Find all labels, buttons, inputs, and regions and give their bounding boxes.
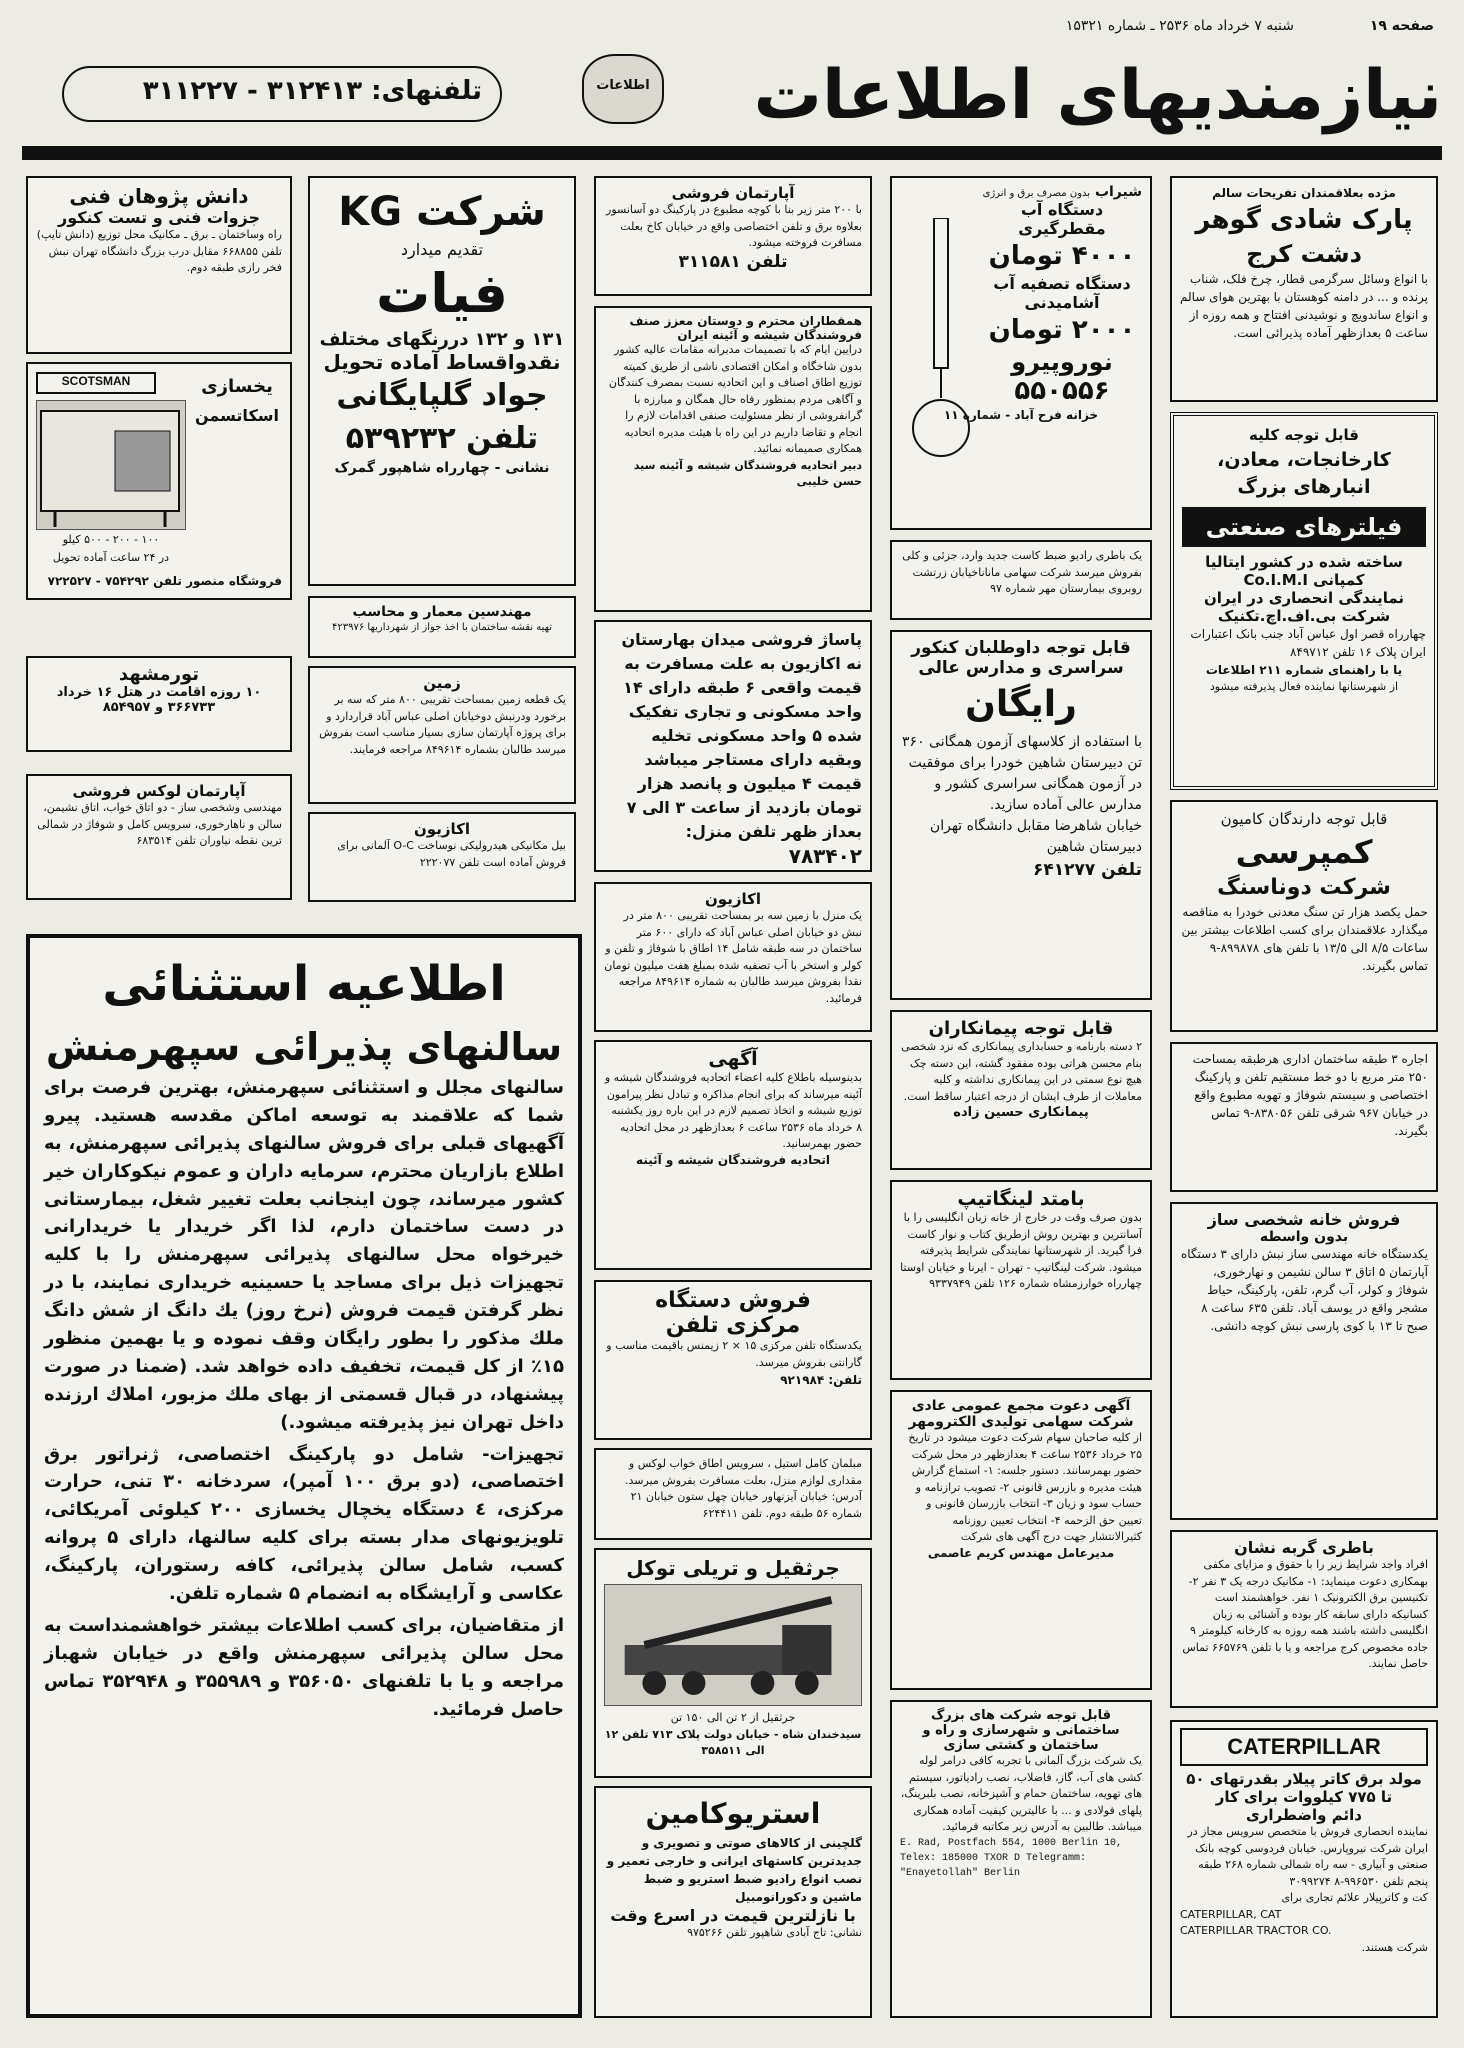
- caterpillar-line2: تا ۷۷۵ کیلووات برای کار: [1215, 1788, 1393, 1806]
- engineers-title: مهندسین معمار و محاسب: [352, 604, 532, 620]
- ad-apt: [594, 176, 872, 296]
- ad-park-body: با انواع وسائل سرگرمی قطار، چرخ فلک، شناب پرنده و ... در دامنه کوهستان با بهترین هوای سالم و انواع ساندویچ و نوشیدنی افتتاح و همه روزه از ساعت ۵ بعدازظهر آماده پذیرائی است.: [1180, 272, 1428, 340]
- issue-date: شنبه ۷ خرداد ماه ۲۵۳۶ ـ شماره ۱۵۳۲۱: [1065, 18, 1294, 34]
- caterpillar-brand: CATERPILLAR: [1180, 1728, 1428, 1766]
- ad-compressor-body: حمل یکصد هزار تن سنگ معدنی خودرا به مناقصه میگذارد علاقمندان برای کسب اطلاعات بیشتر بین ساعات ۸/۵ الی ۱۳/۵ با تلفن های ۸۹۹۸۷۸-۹ تماس بگیرند.: [1181, 904, 1428, 973]
- ad-stereo: [594, 1786, 872, 2018]
- stereo-line2: با نازلترین قیمت در اسرع وقت: [610, 1906, 856, 1925]
- agahi-sign: اتحادیه فروشندگان شیشه و آئینه: [636, 1152, 830, 1167]
- crane-address: سیدخندان شاه - خیابان دولت پلاک ۷۱۳ تلفن ۱۲ الی ۳۵۸۵۱۱: [604, 1727, 862, 1757]
- ad-phone-sys: [594, 1280, 872, 1440]
- fridge-line2: در ۲۴ ساعت آماده تحویل: [52, 551, 170, 564]
- fridge-title2: اسکاتسمن: [195, 406, 279, 425]
- kg-address: نشانی - چهارراه شاهپور گمرک: [334, 460, 550, 476]
- konkur-body: با استفاده از کلاسهای آزمون همگانی ۳۶۰ تن دبیرستان شاهین خودرا برای موفقیت در آزمون همگانی سراسری کشور و مدارس عالی آماده سازید.: [902, 734, 1142, 813]
- ad-okazion2: [308, 812, 576, 902]
- ad-filters-footer: یا با راهنمای شماره ۲۱۱ اطلاعات: [1205, 662, 1403, 677]
- assembly-title: آگهی دعوت مجمع عمومی عادی: [911, 1398, 1131, 1414]
- fridge-line1: ۱۰۰ - ۲۰۰ - ۵۰۰ کیلو: [62, 533, 160, 546]
- ad-lingatype: [890, 1180, 1152, 1380]
- ad-filters-line3: ساخته شده در کشور ایتالیا: [1205, 552, 1403, 571]
- water-tag: بدون مصرف برق و انرژی: [982, 188, 1091, 199]
- ad-compressor-title: کمپرسی: [1235, 832, 1373, 871]
- ad-compressor-line1: قابل توجه دارندگان کامیون: [1220, 810, 1388, 828]
- ad-radio: [890, 540, 1152, 620]
- ad-passage: [594, 620, 872, 872]
- assembly-subtitle: شرکت سهامی تولیدی الکترومهر: [908, 1414, 1134, 1430]
- fridge-footer: فروشگاه منصور تلفن ۷۵۴۲۹۲ - ۷۲۲۵۲۷: [47, 574, 282, 588]
- ad-park: [1170, 176, 1438, 402]
- agahi-body: بدینوسیله باطلاع کلیه اعضاء اتحادیه فروشندگان شیشه و آئینه میرساند که برای انجام مذاکره و تبادل نظر پیرامون توزیع شیشه و اتخاذ تصمیم لازم در این باره روز یکشنبه ۸ خرداد ماه ۲۵۳۶ ساعت ۶ بعدازظهر در محل اتحادیه حضور بهمرسانید.: [604, 1071, 862, 1150]
- contractors-body: ۲ دسته بارنامه و حسابداری پیمانکاری که نزد شخصی بنام محسن هراتی بوده مفقود گشته، این دسته چک هیچ نوع سمتی در این پیمانکاری نداشته و کلیه معاملات از طرف ایشان از درجه اعتبار ساقط است.: [901, 1040, 1142, 1103]
- konkur-title: رایگان: [965, 684, 1077, 725]
- water-brand: شیراب: [1094, 184, 1142, 200]
- ad-filters-line5: شرکت بی.اف.اچ.تکنیک: [1217, 606, 1391, 625]
- research-title: دانش پژوهان فنی: [69, 184, 249, 208]
- kg-name: جواد گلپایگانی: [336, 378, 548, 413]
- kg-phone: تلفن ۵۳۹۲۳۲: [345, 421, 539, 456]
- ad-filters-line1: قابل توجه کلیه: [1249, 426, 1359, 444]
- kg-line2: ۱۳۱ و ۱۳۲ دررنگهای مختلف: [319, 329, 565, 350]
- ad-house-body: یکدستگاه خانه مهندسی ساز نبش دارای ۳ دستگاه آپارتمان ۵ اتاق ۳ سالن نشیمن و نهارخوری، شوفاژ و کولر، آب گرم، تلفن، پارکینگ، حیاط مشجر واقع در یوسف آباد. تلفن ۶۳۵ ساعت ۸ صبح تا ۱۳ با کوی پارسی نبش کوچه دانشی.: [1180, 1247, 1428, 1333]
- engineers-body: تهیه نقشه ساختمان با اخذ جواز از شهرداریها ۴۲۳۹۷۶: [332, 622, 552, 633]
- caterpillar-body: نماینده انحصاری فروش با متخصص سرویس مجاز در ایران شرکت نیروپارس. خیابان فردوسی کوچه بانک صنعتی و آبیاری - سه راه شمالی شماره ۲۶۸ طبقه پنجم تلفن ۹۹۶۵۳۰-۸ ۳۰۹۹۲۷۴: [1187, 1825, 1428, 1888]
- special-subtitle: سالنهای پذیرائی سپهرمنش: [45, 1025, 563, 1069]
- ad-engineers: [308, 596, 576, 658]
- research-body: راه وساختمان ـ برق ـ مکانیک محل توزیع (دانش تایپ) تلفن ۶۶۸۸۵۵ مقابل درب بزرگ دانشگاه تهران نبش فخر رازی طبقه دوم.: [36, 228, 282, 274]
- ad-filters-title: فیلترهای صنعتی: [1182, 507, 1426, 547]
- ad-land: [308, 666, 576, 804]
- caterpillar-en2: CATERPILLAR TRACTOR CO.: [1180, 1924, 1332, 1937]
- water-phone: ۵۵۰۵۵۶: [1014, 376, 1110, 406]
- ad-compressor-subtitle: شرکت دوناسنگ: [1217, 874, 1391, 900]
- kg-title: شرکت KG: [338, 189, 546, 235]
- lingatype-title: بامتد لینگاتیپ: [957, 1188, 1085, 1210]
- assembly-body: از کلیه صاحبان سهام شرکت دعوت میشود در تاریخ ۲۵ خرداد ۲۵۳۶ ساعت ۴ بعدازظهر در محل شرکت حضور بهمرسانند. دستور جلسه: ۱- استماع گزارش هیئت مدیره و بازرس قانونی ۲- تصویب ترازنامه و حساب سود و زیان ۳- انتخاب بازرسان قانونی و تعیین حق الزحمه ۴- انتخاب تعیین روزنامه کثیرالانتشار جهت درج آگهی های شرکت: [908, 1431, 1142, 1543]
- caterpillar-en1: CATERPILLAR, CAT: [1180, 1907, 1282, 1921]
- construction-title: قابل توجه شرکت های بزرگ ساختمانی و شهرسازی و راه و ساختمان و کشتی سازی: [922, 1708, 1120, 1753]
- special-body2: تجهیزات- شامل دو پارکینگ اختصاصی، ژنراتور برق اختصاصی، (دو برق ۱۰۰ آمپر)، سردخانه ۳۰ تنی، حرارت مرکزی، ٤ دستگاه یخچال یخسازی ۲۰۰ کیلوئی آمریکائی، تلویزیونهای مدار بسته برای کلیه سالنها، دارای ۵ پروانه کسب، شامل سالن پذیرائی، کافه رستوران، پارکینگ، عکاسی و آرایشگاه به انضمام ۵ شماره تلفن.: [44, 1443, 565, 1605]
- masthead-phones: [62, 66, 502, 122]
- phones-label: تلفنهای:: [371, 76, 482, 106]
- ad-special: [26, 934, 582, 2018]
- ad-filters-body: چهارراه قصر اول عباس آباد جنب بانک اعتبارات ایران پلاک ۱۶ تلفن ۸۴۹۷۱۲: [1190, 626, 1426, 659]
- masthead-underline: [22, 146, 1442, 160]
- ad-filters-line4: نمایندگی انحصاری در ایران: [1203, 588, 1405, 607]
- ad-battery-body: افراد واجد شرایط زیر را با حقوق و مزایای مکفی بهمکاری دعوت مینماید: ۱- مکانیک درجه یک ۳ نفر ۲- تکنیسین برق الکترونیک ۱ نفر. خواهشمند است کسانیکه دارای سابقه کار بوده و آشنائی به زبان انگلیسی داشته باشند همه روزه به کارخانه کیلومتر ۹ جاده مخصوص کرج مراجعه و یا با تلفن ۶۶۵۷۶۹ تماس حاصل نمایند.: [1182, 1558, 1428, 1670]
- phone-sys-phone: تلفن: ۹۲۱۹۸۴: [780, 1373, 862, 1387]
- apt-body: با ۲۰۰ متر زیر بنا با کوچه مطبوع در پارکینگ دو آسانسور بعلاوه برق و تلفن اختصاصی واقع در خیابان کاخ بعلت مسافرت فروخته میشود.: [606, 203, 862, 249]
- apt-title: آپارتمان فروشی: [671, 184, 795, 202]
- ad-filters: [1170, 412, 1438, 790]
- contractors-title: قابل توجه پیمانکاران: [928, 1018, 1114, 1039]
- ad-glass: [594, 306, 872, 612]
- special-title: اطلاعیه استثنائی: [102, 956, 506, 1012]
- ad-contractors: [890, 1010, 1152, 1170]
- ad-agahi: [594, 1040, 872, 1270]
- ad-tour: [26, 656, 292, 752]
- crane-title: جرثقیل و تریلی توکل: [626, 1556, 840, 1580]
- kg-line3: نقدواقساط آماده تحویل: [323, 350, 561, 374]
- contractors-sign: پیمانکاری حسین زاده: [953, 1105, 1089, 1120]
- phone-sys-body: یکدستگاه تلفن مرکزی ۱۵ × ۲ زیمنس باقیمت مناسب و گارانتی بفروش میرسد.: [606, 1339, 862, 1369]
- tour-phone: ۳۶۶۷۳۳ و ۸۵۴۹۵۷: [102, 700, 216, 715]
- ad-filters-company: کمپانی Co.I.M.I: [1243, 570, 1365, 589]
- ad-kg: [308, 176, 576, 586]
- page-number: صفحه ۱۹: [1369, 18, 1434, 34]
- passage-phone: ۷۸۳۴۰۲: [788, 844, 862, 868]
- land-title: زمین: [423, 674, 461, 692]
- okazion-body: یک منزل با زمین سه بر بمساحت تقریبی ۸۰۰ متر در نبش دو خیابان اصلی عباس آباد که دارای ۶۰۰ متر ساختمان در سه طبقه شامل ۱۴ اطاق با شوفاژ و تلفن و کولر و استخر با آب تصفیه شده بمبلغ هفت میلیون تومان نقدا بفروش میرسد طالبان به شماره ۸۴۹۶۱۴ مراجعه فرمائید.: [604, 909, 862, 1005]
- crane-truck-icon: [604, 1584, 862, 1706]
- lingatype-body: بدون صرف وقت در خارج از خانه زبان انگلیسی را با آسانترین و بهترین روش ازطریق کتاب و نوار کاست فرا گیرید. از شهرستانها نمایندگی شرایط پذیرفته میشود. شرکت لینگاتیپ - تهران - ایرنا و خیابان اوستا چهارراه خوارزمشاه شماره ۱۲۶ تلفن ۹۳۳۷۹۴۹: [900, 1211, 1142, 1290]
- ad-house-title: فروش خانه شخصی ساز: [1207, 1210, 1401, 1229]
- okazion2-body: بیل مکانیکی هیدرولیکی نوساخت O-C آلمانی برای فروش آماده است تلفن ۲۲۲۰۷۷: [337, 839, 566, 869]
- masthead-title: نیازمندیهای اطلاعات: [753, 56, 1442, 135]
- ad-filters-line2: کارخانجات، معادن، انبارهای بزرگ: [1217, 448, 1391, 498]
- assembly-sign: مدیرعامل مهندس کریم عاصمی: [927, 1545, 1115, 1560]
- okazion2-title: اکازیون: [414, 820, 470, 838]
- ad-compressor: [1170, 800, 1438, 1032]
- ad-okazion: [594, 882, 872, 1032]
- ad-crane: [594, 1548, 872, 1778]
- caterpillar-line1: مولد برق کاتر پیلار بقدرتهای ۵۰: [1186, 1770, 1422, 1788]
- water-price1: ۴۰۰۰ تومان: [988, 241, 1136, 271]
- konkur-line2: سراسری و مدارس عالی: [918, 658, 1124, 678]
- stereo-address: نشانی: تاج آبادی شاهپور تلفن ۹۷۵۲۶۶: [687, 1926, 862, 1939]
- glass-body: درایین ایام که با تصمیمات مدبرانه مقامات عالیه کشور بدون شاخگاه و امکان اقتصادی ناشی از طریق کمیته توزیع اطاق اصناف و این اتحادیه نسبت بمصرف کنندگان و آگاهی مردم بمنظور رفاه حال همگان و مبارزه با گرانفروشی از نظر مسئولیت صنفی اقدامات لازم را انجام و تقاضا داریم در این راه با هیئت مدیره اتحادیه همکاری صمیمانه نمائید.: [608, 343, 862, 455]
- ad-park-title: پارک شادی گوهر: [1195, 205, 1413, 235]
- ad-radio-body: یک باطری رادیو ضبط کاست جدید وارد، جزئی و کلی بفروش میرسد شرکت سهامی ماناناخیابان زرتشت روبروی بیمارستان مهر شماره ۹۷: [902, 549, 1142, 595]
- glass-sign: دبیر اتحادیه فروشندگان شیشه و آئینه سید حسن خلیبی: [633, 458, 862, 488]
- special-body3: از متقاضیان، برای کسب اطلاعات بیشتر خواهشمنداست به محل سالن پذیرائی سپهرمنش واقع در خیابان شهباز مراجعه و یا با تلفنهای ۳۵۶۰۵۰ و ۳۵۵۹۸۹ و ۳۵۲۹۴۸ تماس حاصل فرمائید.: [44, 1614, 564, 1720]
- agahi-title: آگهی: [708, 1048, 758, 1070]
- ad-house-subtitle: بدون واسطه: [1259, 1229, 1349, 1245]
- stereo-body: گلچینی از کالاهای صوتی و تصویری و جدیدترین کاستهای ایرانی و خارجی تعمیر و نصب انواع رادیو ضبط استریو و ضبط ماشین و دکورانومبیل: [606, 1836, 862, 1904]
- logo-text: اطلاعات: [596, 78, 650, 93]
- ad-construction: [890, 1700, 1152, 2018]
- ad-battery: [1170, 1530, 1438, 1708]
- konkur-line1: قابل توجه داوطلبان کنکور: [911, 638, 1131, 658]
- special-body1: سالنهای مجلل و استثنائی سپهرمنش، بهترین فرصت برای شما که علاقمند به توسعه اماکن مقدسه هستید. پیرو آگهیهای قبلی برای فروش سالنهای پذیرائی سپهرمنش، به اطلاع بازاریان محترم، سرمایه داران و عموم نیکوکاران خیر کشور میرساند، چون اینجانب بعلت تغییر شغل، بیمارستانی در دست ساختمان دارم، لذا اگر خریدار یا خریدارانی خیرخواه محل سالنهای پذیرائی سپهرمنش را با کلیه تجهیزات ذیل برای مساجد یا حسینیه خریداری نمایند، با در نظر گرفتن قیمت فروش (نرخ روز) یك دانگ از شش دانگ ملك مذکور را بطور رایگان وقف نموده و یا بهمین منظور ۱۵٪ از کل قیمت، تخفیف داده خواهد شد. (ضمنا در صورت پیشنهاد، در قبال قسمتی از بهای ملك مزبور، املاك ارزنده داخل تهران نیز پذیرفته میشود.): [44, 1077, 564, 1433]
- ad-furniture: [594, 1448, 872, 1540]
- luxapt-body: مهندسی وشخصی ساز - دو اتاق خواب، اتاق نشیمن، سالن و ناهارخوری، سرویس کامل و شوفاژ در شمالی ترین نقطه نیاوران تلفن ۶۸۳۵۱۴: [37, 801, 282, 847]
- kg-brand: فیات: [376, 262, 508, 325]
- apt-phone: تلفن ۳۱۱۵۸۱: [678, 251, 788, 272]
- konkur-address: خیابان شاهرضا مقابل دانشگاه تهران دبیرستان شاهین: [929, 818, 1142, 855]
- ad-battery-title: باطری گربه نشان: [1234, 1538, 1374, 1557]
- ad-water: [890, 176, 1152, 530]
- phones-numbers: ۳۱۲۴۱۳ - ۳۱۱۲۲۷: [142, 76, 363, 106]
- research-line1: جزوات فنی و تست کنکور: [57, 208, 261, 227]
- ad-fridge: [26, 362, 292, 600]
- phone-sys-title: فروش دستگاه: [655, 1288, 811, 1313]
- caterpillar-mark2: شرکت هستند.: [1361, 1940, 1428, 1954]
- water-address: خزانه فرح آباد - شماره ۱۱: [943, 408, 1099, 422]
- ad-luxapt: [26, 774, 292, 900]
- masthead: [22, 46, 1442, 166]
- konkur-phone: تلفن ۶۴۱۲۷۷: [1032, 860, 1142, 880]
- masthead-logo: [582, 54, 664, 124]
- ad-filters-note: از شهرستانها نماینده فعال پذیرفته میشود: [1209, 679, 1399, 693]
- fridge-brand: SCOTSMAN: [36, 372, 156, 394]
- caterpillar-line3: دائم واضطراری: [1246, 1806, 1362, 1824]
- ice-machine-icon: [36, 400, 186, 530]
- ad-assembly: [890, 1390, 1152, 1690]
- crane-caption: جرثقیل از ۲ تن الی ۱۵۰ تن: [670, 1711, 796, 1724]
- glass-title: همقطاران محترم و دوستان معزز صنف فروشندگان شیشه و آئینه ایران: [629, 314, 862, 342]
- furniture-body: مبلمان کامل استیل ، سرویس اطاق خواب لوکس و مقداری لوازم منزل، بعلت مسافرت بفروش میرسد. آدرس: خیابان آیزنهاور خیابان چهل ستون خیابان ۲۱ شماره ۵۶ طبقه دوم. تلفن ۶۲۴۴۱۱: [625, 1457, 862, 1520]
- ad-water-brand: [900, 184, 1142, 200]
- ad-park-subtitle: دشت کرج: [1246, 240, 1362, 268]
- water-line1: دستگاه آب مقطرگیری: [1018, 200, 1106, 238]
- flask-icon: [906, 218, 976, 468]
- ad-park-line1: مژده بعلاقمندان تفریحات سالم: [1212, 186, 1396, 200]
- stereo-title: استریوکامین: [645, 1797, 821, 1830]
- water-price2: ۲۰۰۰ تومان: [988, 315, 1136, 345]
- kg-line1: تقدیم میدارد: [400, 240, 484, 259]
- tour-title: تورمشهد: [118, 664, 200, 685]
- ad-caterpillar: [1170, 1720, 1438, 2018]
- water-line2: دستگاه تصفیه آب آشامیدنی: [993, 274, 1131, 312]
- ad-research: [26, 176, 292, 354]
- land-body: یک قطعه زمین بمساحت تقریبی ۸۰۰ متر که سه بر برخورد ودرنبش دوخیابان اصلی عباس آباد قراردارد و برای پروژه آپارتمان سازی بسیار مناسب است بفروش میرسد طالبان بشماره ۸۴۹۶۱۴ مراجعه فرمایند.: [319, 693, 566, 756]
- okazion-title: اکازیون: [705, 890, 761, 908]
- ad-konkur: [890, 630, 1152, 1000]
- ad-house: [1170, 1202, 1438, 1520]
- phone-sys-title2: مرکزی تلفن: [665, 1313, 801, 1338]
- tour-body: ۱۰ روزه اقامت در هتل ۱۶ خرداد: [56, 685, 262, 700]
- ad-office: [1170, 1042, 1438, 1192]
- construction-en: E. Rad, Postfach 554, 1000 Berlin 10, Telex: 185000 TXOR D Telegramm: "Enayetollah" Berlin: [900, 1837, 1123, 1879]
- construction-body: یک شرکت بزرگ آلمانی با تجربه کافی درامر لوله کشی های آب، گاز، فاضلاب، نصب رادیاتور، سیستم های تهویه، ساختمان حمام و آشپزخانه، نصب بلبرینگ، پلهای فولادی و ... با عالیترین کیفیت آماده همکاری میباشد. طالبین به آدرس زیر مکاتبه فرمائید.: [900, 1754, 1142, 1833]
- fridge-title: یخسازی: [201, 376, 273, 397]
- water-brand2: نوروپیرو: [1011, 348, 1113, 376]
- ad-office-body: اجاره ۳ طبقه ساختمان اداری هرطبقه بمساحت ۲۵۰ متر مربع با دو خط مستقیم تلفن و پارکینگ اختصاصی و سیستم شوفاژ و تهویه مطبوع واقع در خیابان ۹۶۷ شرقی تلفن ۸۳۸۰۵۶-۹ تماس بگیرند.: [1192, 1052, 1428, 1138]
- caterpillar-mark: کت و کاترپیلار علائم تجاری برای: [1281, 1891, 1428, 1904]
- luxapt-title: آپارتمان لوکس فروشی: [72, 782, 246, 800]
- passage-body: پاساژ فروشی میدان بهارستان نه اکازیون به علت مسافرت به قیمت واقعی ۶ طبقه دارای ۱۴ واحد مسکونی و تجاری تفکیک شده ۵ واحد مسکونی تخلیه وبقیه دارای مستاجر میباشد قیمت ۴ میلیون و پانصد هزار تومان بازدید از ساعت ۳ الی ۷ بعداز ظهر تلفن منزل:: [621, 630, 862, 841]
